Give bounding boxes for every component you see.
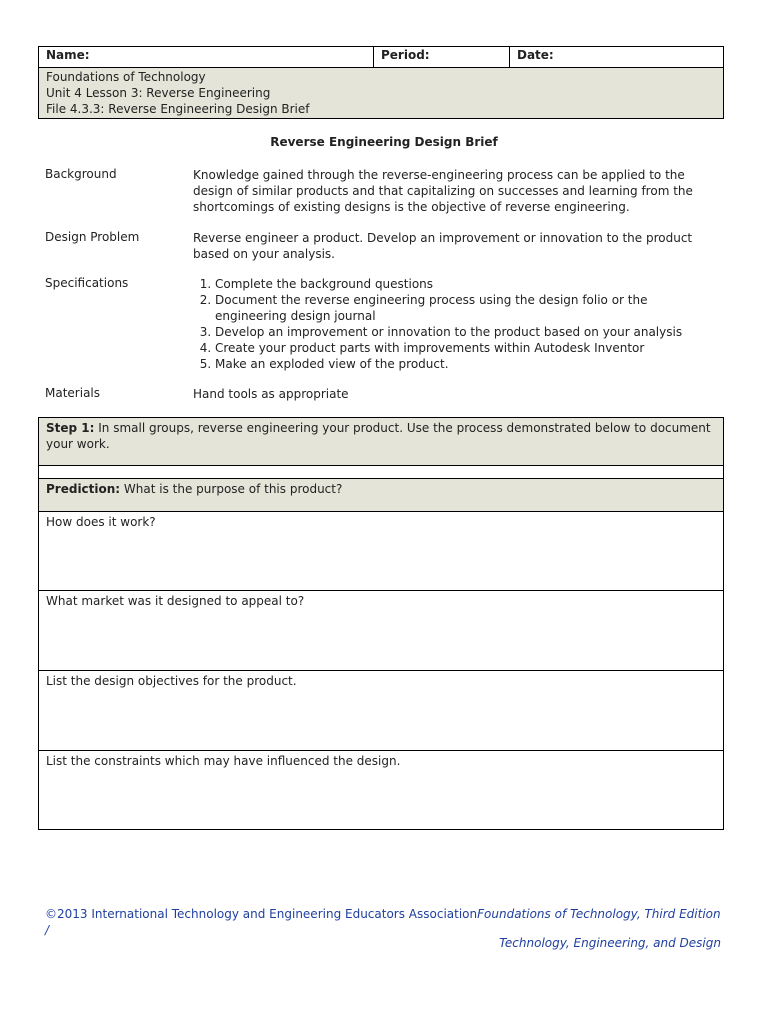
prediction-cell <box>39 479 724 512</box>
question-constraints: List the constraints which may have influenced the design. <box>46 754 401 768</box>
background-label: Background <box>45 167 117 181</box>
specifications-label: Specifications <box>45 276 129 290</box>
period-field <box>374 47 510 68</box>
step1-cell <box>39 418 724 466</box>
background-text: Knowledge gained through the reverse-engineering process can be applied to the design of similar products and that capitalizing on successes and learning from the shortcomings of existing designs is the objective of reverse engineering. <box>193 168 693 214</box>
specifications-list <box>193 276 723 372</box>
answer-box-constraints[interactable] <box>39 751 724 830</box>
date-label: Date: <box>517 48 554 62</box>
date-field <box>510 47 724 68</box>
footer-copyright-line <box>45 906 725 938</box>
spacer-row <box>39 466 724 479</box>
prediction-label: Prediction: <box>46 482 121 496</box>
spec-item: 2. Document the reverse engineering process using the design folio or the engineering design journal <box>215 292 723 324</box>
period-label: Period: <box>381 48 430 62</box>
answer-box-market[interactable] <box>39 591 724 671</box>
spec-item: 4. Create your product parts with improvements within Autodesk Inventor <box>215 340 723 356</box>
unit-lesson: Unit 4 Lesson 3: Reverse Engineering <box>46 86 271 100</box>
worksheet-table <box>38 417 724 830</box>
spec-item: 1. Complete the background questions <box>215 276 723 292</box>
question-how-it-works: How does it work? <box>46 515 156 529</box>
question-market: What market was it designed to appeal to? <box>46 594 305 608</box>
question-objectives: List the design objectives for the product. <box>46 674 297 688</box>
header-table <box>38 46 724 119</box>
specifications-list-wrap <box>193 276 723 372</box>
name-label: Name: <box>46 48 90 62</box>
step1-label: Step 1: <box>46 421 95 435</box>
book-title: Foundations of Technology, Third Edition / <box>45 907 721 937</box>
answer-box-how-it-works[interactable] <box>39 512 724 591</box>
book-subtitle: Technology, Engineering, and Design <box>499 936 721 950</box>
course-name: Foundations of Technology <box>46 70 206 84</box>
step1-text: In small groups, reverse engineering your product. Use the process demonstrated below to document your work. <box>46 421 711 451</box>
file-name: File 4.3.3: Reverse Engineering Design Brief <box>46 102 310 116</box>
materials-label: Materials <box>45 386 101 400</box>
name-field <box>39 47 374 68</box>
answer-box-objectives[interactable] <box>39 671 724 751</box>
materials-text: Hand tools as appropriate <box>193 387 349 401</box>
spec-item: 3. Develop an improvement or innovation to the product based on your analysis <box>215 324 723 340</box>
course-info <box>39 68 724 119</box>
document-title: Reverse Engineering Design Brief <box>270 135 498 149</box>
prediction-text: What is the purpose of this product? <box>120 482 343 496</box>
design-problem-text: Reverse engineer a product. Develop an improvement or innovation to the product based on your analysis. <box>193 231 693 261</box>
copyright-text: ©2013 International Technology and Engineering Educators Association <box>45 907 478 921</box>
design-problem-label: Design Problem <box>45 230 140 244</box>
spec-item: 5. Make an exploded view of the product. <box>215 356 723 372</box>
